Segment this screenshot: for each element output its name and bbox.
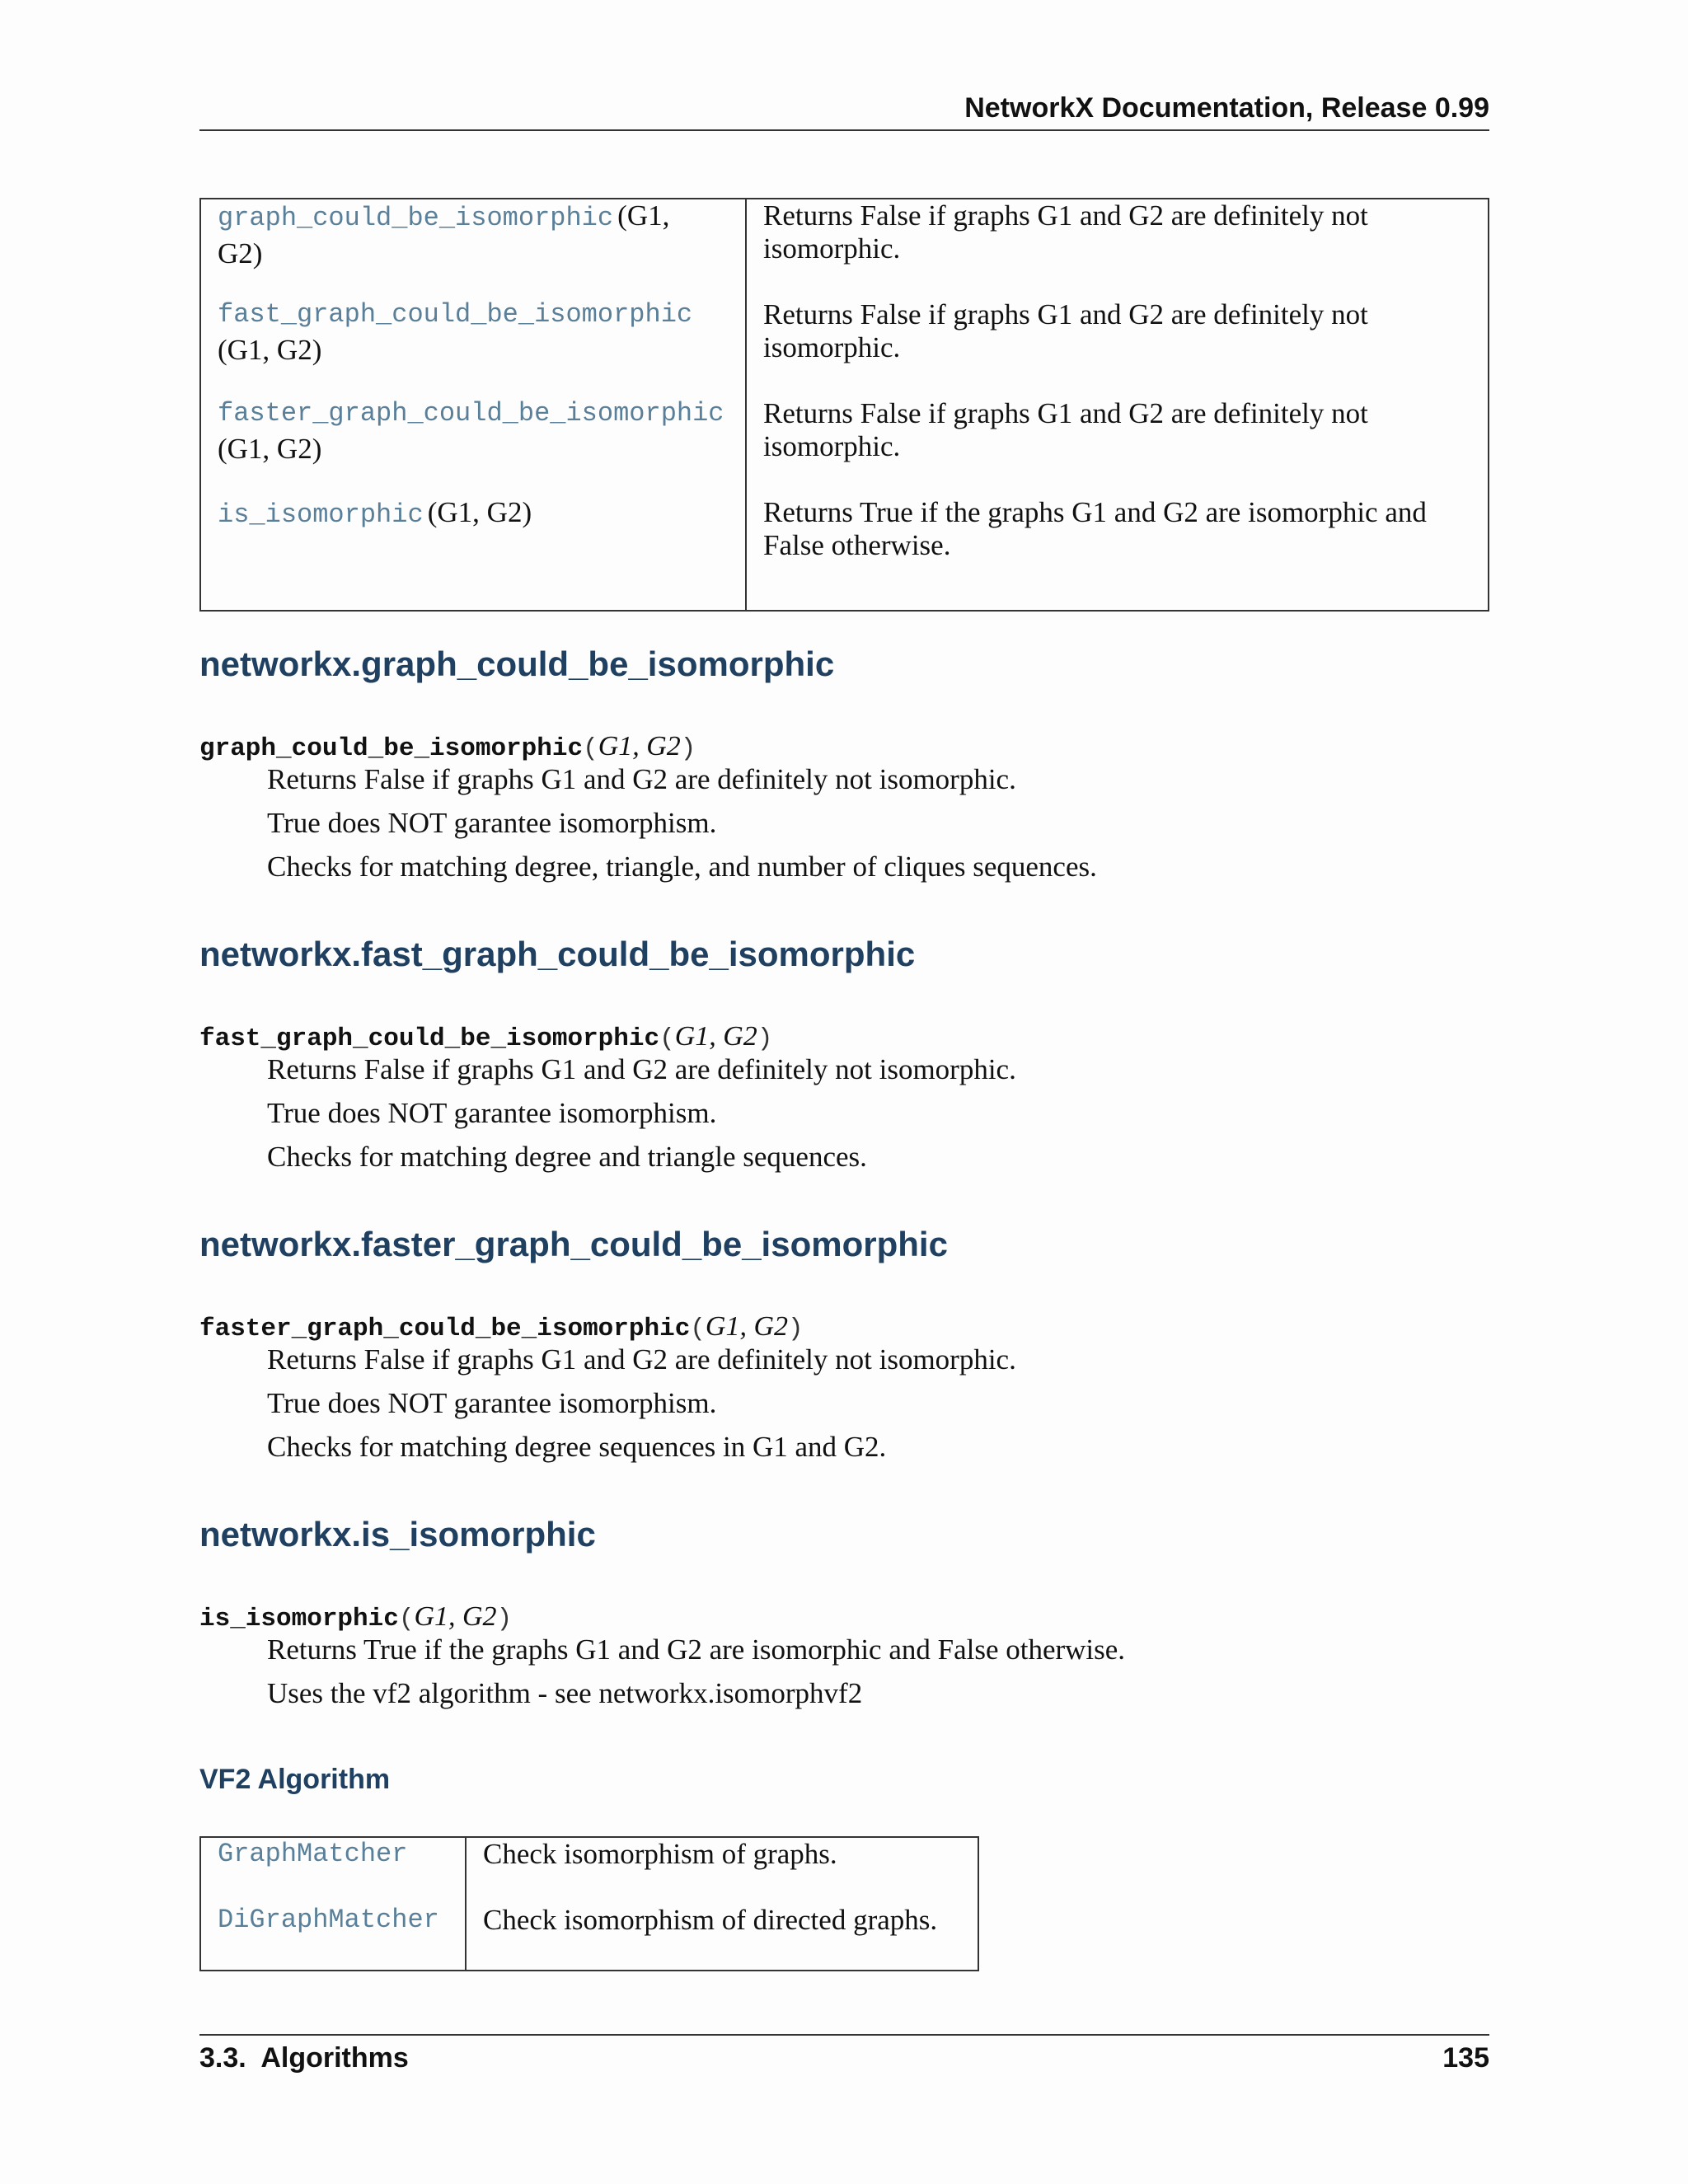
summary-row [218,298,729,397]
function-name: graph_could_be_isomorphic [199,734,584,763]
summary-desc: Returns False if graphs G1 and G2 are definitely not isomorphic. [763,397,1368,462]
vf2-desc-column [466,1837,978,1971]
class-link[interactable]: GraphMatcher [218,1839,408,1869]
class-link[interactable]: DiGraphMatcher [218,1905,439,1935]
summary-desc: Returns False if graphs G1 and G2 are definitely not isomorphic. [763,298,1368,363]
description-paragraph: Uses the vf2 algorithm - see networkx.isomorphvf2 [267,1677,863,1709]
function-args: G1, G2 [414,1601,497,1632]
vf2-table [199,1836,979,1971]
description-paragraph: Returns False if graphs G1 and G2 are definitely not isomorphic. [267,1343,1016,1376]
function-signature: is_isomorphic(G1, G2) [199,1601,513,1633]
function-args: G1, G2 [598,731,681,762]
section-heading: networkx.fast_graph_could_be_isomorphic [199,935,916,973]
vf2-desc: Check isomorphism of directed graphs. [483,1904,938,1936]
summary-desc: Returns True if the graphs G1 and G2 are isomorphic and False otherwise. [763,496,1427,561]
header-rule [199,129,1489,131]
description-paragraph: Checks for matching degree sequences in G1 and G2. [267,1431,887,1463]
function-args: (G1, G2) [427,496,532,528]
running-header: NetworkX Documentation, Release 0.99 [964,92,1489,124]
vf2-name-column [200,1837,466,1971]
function-signature: graph_could_be_isomorphic(G1, G2) [199,731,696,763]
function-link[interactable]: fast_graph_could_be_isomorphic [218,299,693,330]
summary-desc: Returns False if graphs G1 and G2 are definitely not isomorphic. [763,199,1368,265]
function-args: G1, G2 [705,1311,789,1342]
function-link[interactable]: is_isomorphic [218,499,424,530]
function-args: (G1, G2) [218,334,322,366]
function-link[interactable]: faster_graph_could_be_isomorphic [218,398,724,429]
function-signature: fast_graph_could_be_isomorphic(G1, G2) [199,1021,773,1053]
function-name: faster_graph_could_be_isomorphic [199,1315,691,1343]
subsection-heading: VF2 Algorithm [199,1764,391,1795]
summary-row [218,199,729,298]
function-name: fast_graph_could_be_isomorphic [199,1024,660,1053]
vf2-row [218,1904,448,1970]
function-args: (G1, G2) [218,199,670,269]
summary-desc-column [746,199,1489,611]
function-args: G1, G2 [674,1021,757,1052]
summary-table [199,198,1489,612]
summary-name-column [200,199,746,611]
function-link[interactable]: graph_could_be_isomorphic [218,203,614,233]
function-signature: faster_graph_could_be_isomorphic(G1, G2) [199,1311,804,1343]
section-heading: networkx.faster_graph_could_be_isomorphic [199,1225,948,1263]
summary-row [218,397,729,496]
description-paragraph: True does NOT garantee isomorphism. [267,807,717,839]
description-paragraph: Returns True if the graphs G1 and G2 are isomorphic and False otherwise. [267,1633,1126,1666]
description-paragraph: Checks for matching degree, triangle, and number of cliques sequences. [267,851,1097,883]
vf2-desc: Check isomorphism of graphs. [483,1838,837,1870]
section-heading: networkx.is_isomorphic [199,1515,596,1554]
footer-rule [199,2034,1489,2036]
section-heading: networkx.graph_could_be_isomorphic [199,644,835,683]
function-name: is_isomorphic [199,1605,399,1633]
description-paragraph: Returns False if graphs G1 and G2 are definitely not isomorphic. [267,763,1016,795]
function-args: (G1, G2) [218,433,322,465]
description-paragraph: Checks for matching degree and triangle sequences. [267,1141,867,1173]
vf2-row [218,1838,448,1904]
description-paragraph: Returns False if graphs G1 and G2 are definitely not isomorphic. [267,1053,1016,1085]
footer-section: 3.3. Algorithms [199,2042,409,2074]
description-paragraph: True does NOT garantee isomorphism. [267,1387,717,1419]
summary-row [218,496,729,610]
description-paragraph: True does NOT garantee isomorphism. [267,1097,717,1129]
page-number: 135 [1442,2042,1489,2074]
